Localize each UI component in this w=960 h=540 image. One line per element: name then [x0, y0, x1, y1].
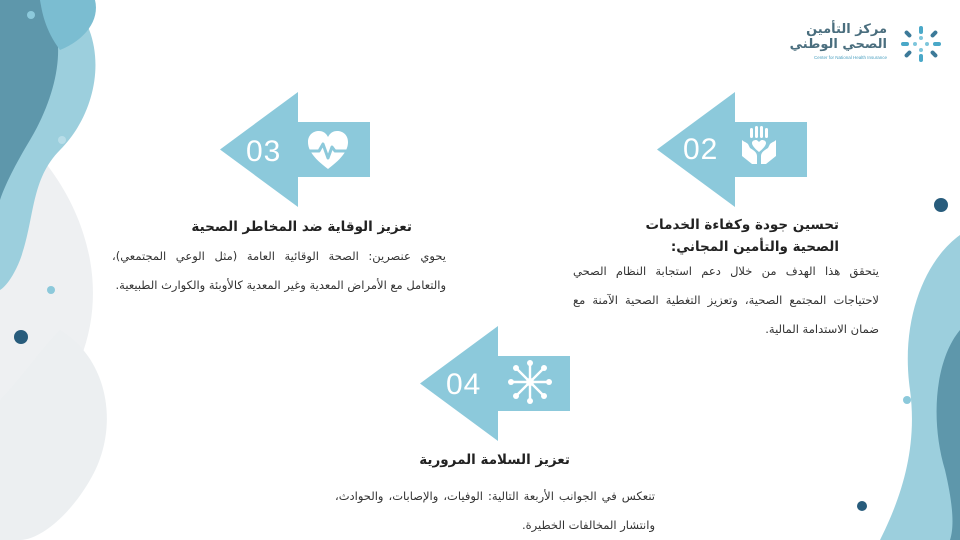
decorative-dot [14, 330, 28, 344]
network-icon [506, 358, 554, 406]
hands-care-icon [740, 126, 778, 166]
item-title-03: تعزيز الوقاية ضد المخاطر الصحية [191, 219, 412, 235]
heartbeat-icon [304, 127, 352, 175]
item-body-04: تنعكس في الجوانب الأربعة التالية: الوفيات، والإصابات، والحوادث، وانتشار المخالفات الخطيرة. [335, 489, 655, 532]
decorative-dot [58, 136, 66, 144]
item-title-04: تعزيز السلامة المرورية [419, 452, 570, 468]
step-number-03: 03 [246, 135, 282, 168]
decorative-dot [27, 11, 35, 19]
arrow-shape-02 [657, 92, 807, 207]
logo-english: Center for National Health Insurance [813, 55, 887, 60]
decorative-dot [47, 286, 55, 294]
item-title-02: تحسين جودة وكفاءة الخدمات الصحية والتأمين المجاني: [645, 217, 839, 255]
decorative-dot [934, 198, 948, 212]
logo-mark-icon [899, 24, 943, 64]
logo [789, 22, 943, 66]
decorative-dot [857, 501, 867, 511]
item-body-03: يحوي عنصرين: الصحة الوقائية العامة (مثل الوعي المجتمعي)، والتعامل مع الأمراض المعدية وغير المعدية كالأوبئة والكوارث الطبيعية. [112, 249, 446, 292]
step-number-04: 04 [446, 368, 482, 401]
logo-arabic-line2: الصحي الوطني [789, 37, 887, 52]
step-number-02: 02 [683, 133, 719, 166]
decorative-dot [903, 396, 911, 404]
item-body-02: يتحقق هذا الهدف من خلال دعم استجابة النظام الصحي لاحتياجات المجتمع الصحية، وتعزيز التغطية الصحية الآمنة مع ضمان الاستدامة المالية. [573, 264, 879, 336]
logo-arabic-line1: مركز التأمين [806, 22, 887, 37]
